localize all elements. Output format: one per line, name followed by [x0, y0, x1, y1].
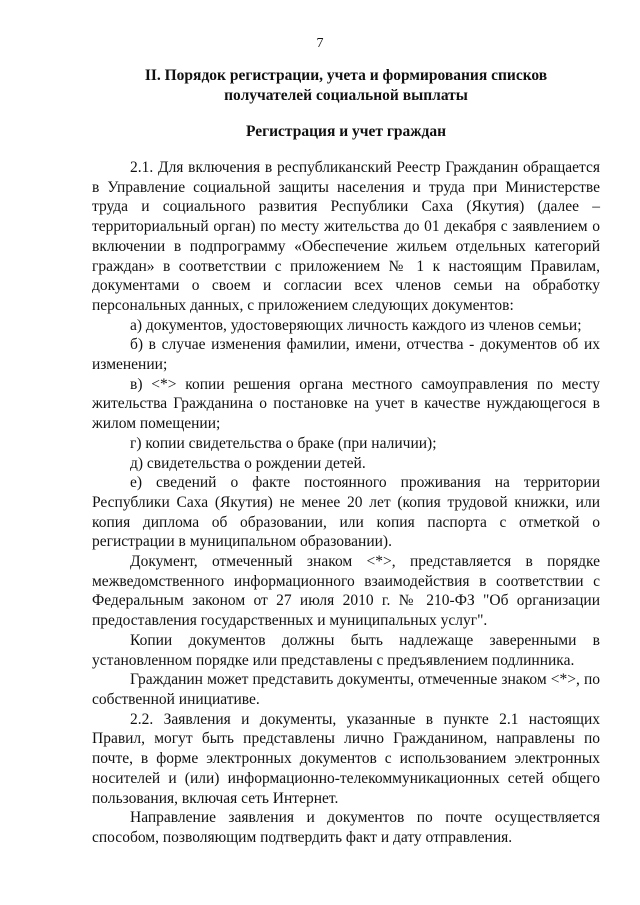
section-title-line-2: получателей социальной выплаты [224, 87, 468, 104]
list-item-b: б) в случае изменения фамилии, имени, отчества - документов об их изменении; [92, 336, 600, 374]
list-item-a: а) документов, удостоверяющих личность каждого из членов семьи; [130, 316, 582, 334]
paragraph-2-1: 2.1. Для включения в республиканский Реестр Гражданин обращается в Управление социальной защиты населения и труда при Министерстве труда и социального развития Республики Саха (Якутия) (далее – территориальный орган) по месту жительства до 01 декабря с заявлением о включении в подпрограмму «Обеспечение жильем отдельных категорий граждан» в соответствии с приложением № 1 к настоящим Правилам, документами о своем и согласии всех членов семьи на обработку персональных данных, с приложением следующих документов: [92, 159, 600, 314]
list-item-d: д) свидетельства о рождении детей. [130, 454, 366, 472]
list-item-e: е) сведений о факте постоянного проживания на территории Республики Саха (Якутия) не менее 20 лет (копия трудовой книжки, или копия диплома об образовании, или копия паспорта с отметкой о регистрации в муниципальном образовании). [92, 474, 600, 551]
paragraph-copies-certified: Копии документов должны быть надлежаще заверенными в установленном порядке или представлены с предъявлением подлинника. [92, 631, 600, 669]
list-item-g: г) копии свидетельства о браке (при наличии); [130, 434, 437, 452]
document-body [92, 158, 600, 848]
subsection-title: Регистрация и учет граждан [245, 123, 447, 140]
list-item-v: в) <*> копии решения органа местного самоуправления по месту жительства Гражданина о постановке на учет в качестве нуждающегося в жилом помещении; [92, 375, 600, 433]
paragraph-own-initiative: Гражданин может представить документы, отмеченные знаком <*>, по собственной инициативе. [92, 671, 600, 708]
paragraph-interagency-note: Документ, отмеченный знаком <*>, представляется в порядке межведомственного информационного взаимодействия в соответствии с Федеральным законом от 27 июля 2010 г. № 210-ФЗ "Об организации предоставления государственных и муниципальных услуг". [92, 553, 600, 630]
paragraph-2-2: 2.2. Заявления и документы, указанные в пункте 2.1 настоящих Правил, могут быть представлены лично Гражданином, направлены по почте, в форме электронных документов с использованием электронных носителей и (или) информационно-телекоммуникационных сетей общего пользования, включая сеть Интернет. [92, 710, 600, 807]
section-title-line-1: II. Порядок регистрации, учета и формирования списков [144, 67, 548, 84]
paragraph-postal-delivery: Направление заявления и документов по почте осуществляется способом, позволяющим подтвердить факт и дату отправления. [92, 809, 600, 846]
section-title [92, 66, 600, 106]
page-number: 7 [316, 36, 324, 51]
